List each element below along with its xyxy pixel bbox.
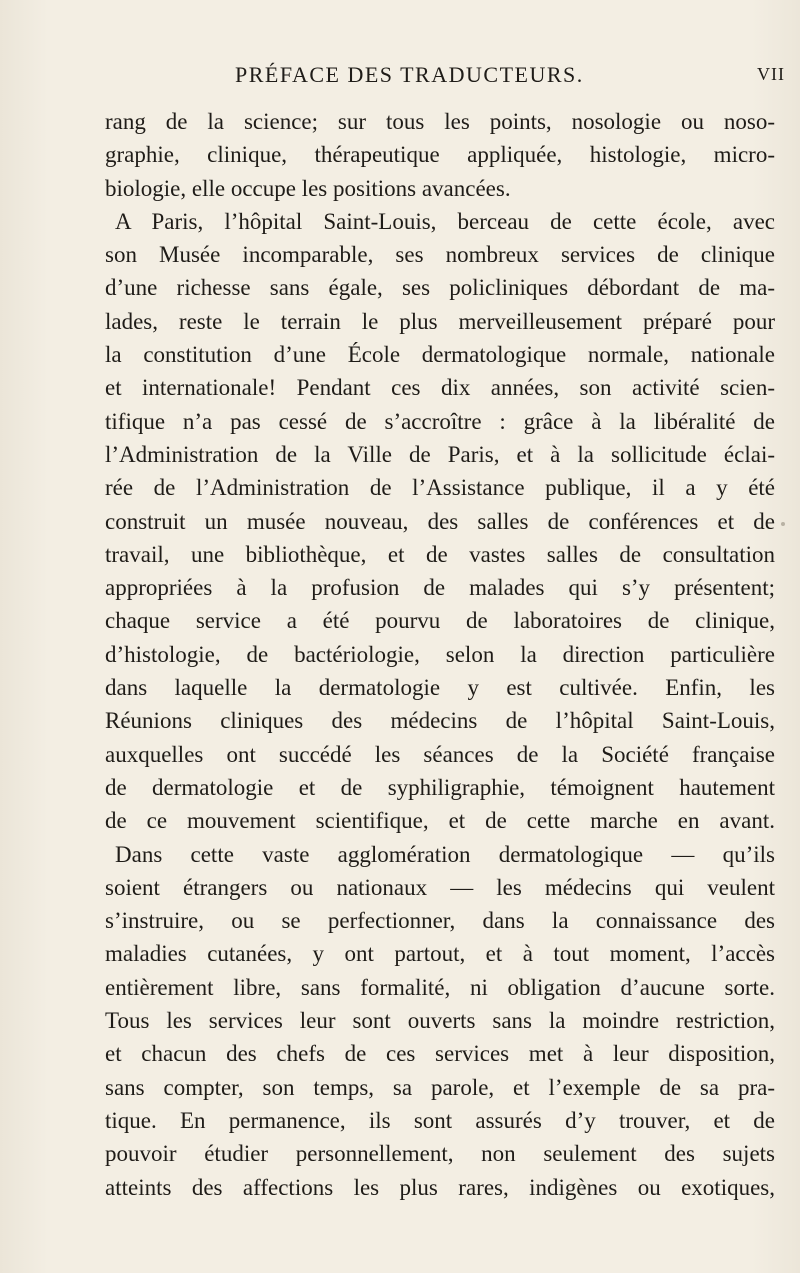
- text-line: biologie, elle occupe les positions avancées.: [105, 175, 511, 201]
- page-header: [0, 62, 800, 92]
- text-line: et internationale! Pendant ces dix années, son activité scien-: [105, 375, 775, 401]
- text-line: son Musée incomparable, ses nombreux services de clinique: [105, 242, 775, 268]
- text-line: de dermatologie et de syphiligraphie, témoignent hautement: [105, 774, 775, 800]
- text-line: l’Administration de la Ville de Paris, et à la sollicitude éclai-: [105, 441, 775, 467]
- text-line: s’instruire, ou se perfectionner, dans la connaissance des: [105, 908, 775, 934]
- text-line: rée de l’Administration de l’Assistance publique, il a y été: [105, 475, 775, 501]
- text-line: A Paris, l’hôpital Saint-Louis, berceau de cette école, avec: [115, 208, 775, 234]
- text-line: maladies cutanées, y ont partout, et à tout moment, l’accès: [105, 941, 775, 967]
- text-line: travail, une bibliothèque, et de vastes salles de consultation: [105, 541, 775, 567]
- text-line: d’histologie, de bactériologie, selon la direction particulière: [105, 641, 775, 667]
- text-line: construit un musée nouveau, des salles de conférences et de: [105, 508, 775, 534]
- text-line: rang de la science; sur tous les points, nosologie ou noso-: [105, 109, 775, 134]
- text-line: tique. En permanence, ils sont assurés d’y trouver, et de: [105, 1107, 775, 1133]
- text-line: soient étrangers ou nationaux — les médecins qui veulent: [105, 874, 775, 900]
- body-text: [105, 105, 775, 1204]
- text-line: Tous les services leur sont ouverts sans la moindre restriction,: [105, 1008, 775, 1034]
- text-line: Réunions cliniques des médecins de l’hôpital Saint-Louis,: [105, 708, 775, 734]
- text-line: atteints des affections les plus rares, indigènes ou exotiques,: [105, 1174, 775, 1200]
- text-line: lades, reste le terrain le plus merveilleusement préparé pour: [105, 308, 775, 334]
- text-line: tifique n’a pas cessé de s’accroître : grâce à la libéralité de: [105, 408, 775, 434]
- text-line: la constitution d’une École dermatologique normale, nationale: [105, 342, 775, 368]
- text-line: Dans cette vaste agglomération dermatologique — qu’ils: [115, 841, 775, 867]
- text-line: auxquelles ont succédé les séances de la Société française: [105, 741, 775, 767]
- running-head: PRÉFACE DES TRADUCTEURS.: [235, 62, 584, 87]
- text-line: de ce mouvement scientifique, et de cette marche en avant.: [105, 808, 775, 834]
- paper-speck: [781, 522, 785, 526]
- page-number: VII: [757, 64, 785, 84]
- text-line: sans compter, son temps, sa parole, et l’exemple de sa pra-: [105, 1074, 775, 1100]
- text-line: pouvoir étudier personnellement, non seulement des sujets: [105, 1141, 775, 1167]
- text-line: d’une richesse sans égale, ses policliniques débordant de ma-: [105, 275, 775, 301]
- text-line: dans laquelle la dermatologie y est cultivée. Enfin, les: [105, 675, 775, 701]
- text-line: chaque service a été pourvu de laboratoires de clinique,: [105, 608, 775, 634]
- text-line: entièrement libre, sans formalité, ni obligation d’aucune sorte.: [105, 974, 775, 1000]
- text-line: appropriées à la profusion de malades qui s’y présentent;: [105, 575, 775, 601]
- text-line: graphie, clinique, thérapeutique appliquée, histologie, micro-: [105, 142, 775, 168]
- text-line: et chacun des chefs de ces services met à leur disposition,: [105, 1041, 775, 1067]
